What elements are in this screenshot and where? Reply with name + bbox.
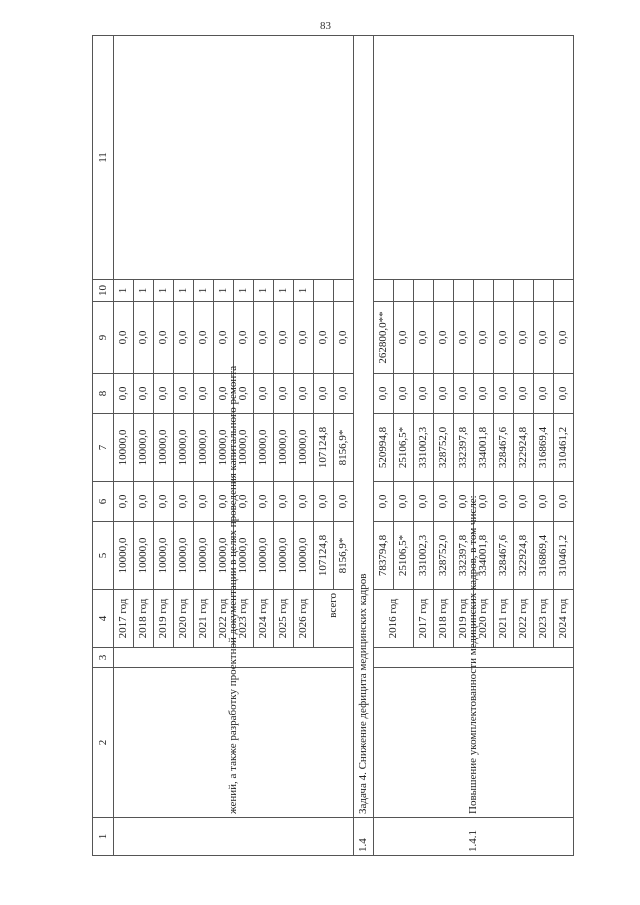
value-cell: 334001,8 <box>474 522 494 590</box>
total-value: 0,0 <box>334 482 354 522</box>
value-cell: 0,0 <box>114 302 134 374</box>
total-value: 8156,9* <box>334 414 354 482</box>
value-cell: 0,0 <box>534 302 554 374</box>
value-cell: 10000,0 <box>114 522 134 590</box>
value-cell: 0,0 <box>114 374 134 414</box>
value-cell <box>494 280 514 302</box>
task-title: Задача 4. Снижение дефицита медицинских кадров <box>354 36 374 818</box>
year-cell: 2018 год <box>434 590 454 648</box>
value-cell: 0,0 <box>214 302 234 374</box>
value-cell <box>474 280 494 302</box>
value-cell: 10000,0 <box>294 522 314 590</box>
value-cell: 25106,5* <box>394 522 414 590</box>
col-header: 2 <box>93 668 114 818</box>
value-cell: 10000,0 <box>234 522 254 590</box>
result-cell <box>114 36 354 280</box>
value-cell: 10000,0 <box>194 522 214 590</box>
year-cell: 2023 год <box>534 590 554 648</box>
value-cell: 328467,6 <box>494 414 514 482</box>
value-cell: 331002,3 <box>414 414 434 482</box>
value-cell: 1 <box>254 280 274 302</box>
value-cell: 1 <box>214 280 234 302</box>
value-cell: 0,0 <box>434 302 454 374</box>
value-cell: 328752,0 <box>434 522 454 590</box>
value-cell <box>414 280 434 302</box>
value-cell: 0,0 <box>254 374 274 414</box>
year-cell: 2021 год <box>194 590 214 648</box>
value-cell: 10000,0 <box>194 414 214 482</box>
col-header: 10 <box>93 280 114 302</box>
year-cell: 2020 год <box>474 590 494 648</box>
page-number: 83 <box>320 20 331 32</box>
total-value: 0,0 <box>314 302 334 374</box>
value-cell: 0,0 <box>474 482 494 522</box>
value-cell: 262800,0** <box>374 302 394 374</box>
year-cell: 2021 год <box>494 590 514 648</box>
value-cell: 0,0 <box>554 302 574 374</box>
value-cell: 0,0 <box>454 482 474 522</box>
col-header: 7 <box>93 414 114 482</box>
col-header: 1 <box>93 818 114 856</box>
value-cell: 1 <box>134 280 154 302</box>
value-cell: 1 <box>234 280 254 302</box>
measure-description: Повышение укомплектованности медицинских кадров, в том числе: <box>374 668 574 818</box>
value-cell: 0,0 <box>134 482 154 522</box>
code-cell: 1.4.1 <box>374 818 574 856</box>
year-cell: 2023 год <box>234 590 254 648</box>
col-header: 5 <box>93 522 114 590</box>
col-header: 11 <box>93 36 114 280</box>
value-cell: 0,0 <box>254 302 274 374</box>
table-body <box>93 36 574 856</box>
value-cell: 0,0 <box>174 302 194 374</box>
col-header: 8 <box>93 374 114 414</box>
value-cell: 0,0 <box>454 374 474 414</box>
value-cell: 0,0 <box>474 302 494 374</box>
value-cell: 10000,0 <box>134 522 154 590</box>
value-cell: 332397,8 <box>454 414 474 482</box>
value-cell: 0,0 <box>154 302 174 374</box>
value-cell: 10000,0 <box>154 414 174 482</box>
total-value: 0,0 <box>314 374 334 414</box>
header-row <box>93 36 114 856</box>
value-cell: 0,0 <box>434 482 454 522</box>
task-code: 1.4 <box>354 818 374 856</box>
value-cell: 1 <box>174 280 194 302</box>
value-cell: 1 <box>114 280 134 302</box>
value-cell: 10000,0 <box>154 522 174 590</box>
value-cell: 0,0 <box>454 302 474 374</box>
measure-description: жений, а также разработку проектной документации в целях проведения капитального ремонта <box>114 668 354 818</box>
value-cell: 0,0 <box>274 302 294 374</box>
value-cell: 0,0 <box>174 482 194 522</box>
value-cell: 316869,4 <box>534 522 554 590</box>
value-cell: 10000,0 <box>274 522 294 590</box>
value-cell: 0,0 <box>134 374 154 414</box>
col-header: 4 <box>93 590 114 648</box>
value-cell: 0,0 <box>554 482 574 522</box>
year-cell: 2026 год <box>294 590 314 648</box>
value-cell: 0,0 <box>474 374 494 414</box>
total-value: 107124,8 <box>314 522 334 590</box>
value-cell: 10000,0 <box>134 414 154 482</box>
value-cell <box>434 280 454 302</box>
value-cell: 0,0 <box>434 374 454 414</box>
value-cell: 0,0 <box>234 302 254 374</box>
value-cell: 316869,4 <box>534 414 554 482</box>
value-cell <box>534 280 554 302</box>
value-cell: 0,0 <box>154 374 174 414</box>
total-value: 0,0 <box>314 482 334 522</box>
col-header: 9 <box>93 302 114 374</box>
value-cell: 0,0 <box>154 482 174 522</box>
value-cell: 10000,0 <box>214 414 234 482</box>
value-cell: 10000,0 <box>214 522 234 590</box>
value-cell: 310461,2 <box>554 414 574 482</box>
program-table <box>92 35 574 856</box>
year-cell: 2025 год <box>274 590 294 648</box>
value-cell: 25106,5* <box>394 414 414 482</box>
value-cell: 0,0 <box>494 302 514 374</box>
total-value: 0,0 <box>334 302 354 374</box>
year-cell: 2018 год <box>134 590 154 648</box>
value-cell: 0,0 <box>494 374 514 414</box>
value-cell: 0,0 <box>294 374 314 414</box>
value-cell: 10000,0 <box>254 414 274 482</box>
value-cell: 0,0 <box>174 374 194 414</box>
value-cell: 0,0 <box>414 302 434 374</box>
value-cell: 0,0 <box>194 374 214 414</box>
value-cell: 520994,8 <box>374 414 394 482</box>
total-value: 8156,9* <box>334 522 354 590</box>
rotated-page <box>92 36 612 856</box>
value-cell: 0,0 <box>394 374 414 414</box>
year-cell: 2020 год <box>174 590 194 648</box>
value-cell: 322924,8 <box>514 522 534 590</box>
value-cell: 0,0 <box>514 302 534 374</box>
year-cell: 2017 год <box>114 590 134 648</box>
value-cell: 0,0 <box>254 482 274 522</box>
value-cell: 328467,6 <box>494 522 514 590</box>
value-cell: 1 <box>294 280 314 302</box>
year-cell: 2022 год <box>214 590 234 648</box>
value-cell <box>314 280 334 302</box>
value-cell: 0,0 <box>274 374 294 414</box>
value-cell: 10000,0 <box>234 414 254 482</box>
value-cell: 10000,0 <box>114 414 134 482</box>
value-cell: 0,0 <box>294 482 314 522</box>
value-cell: 10000,0 <box>174 414 194 482</box>
task-row <box>354 36 374 856</box>
value-cell <box>554 280 574 302</box>
value-cell <box>394 280 414 302</box>
result-cell <box>374 36 574 280</box>
value-cell: 1 <box>154 280 174 302</box>
value-cell: 10000,0 <box>294 414 314 482</box>
value-cell: 0,0 <box>414 374 434 414</box>
value-cell: 10000,0 <box>174 522 194 590</box>
year-cell: 2024 год <box>554 590 574 648</box>
value-cell <box>514 280 534 302</box>
total-label: всего <box>314 590 354 648</box>
value-cell: 0,0 <box>294 302 314 374</box>
value-cell: 0,0 <box>414 482 434 522</box>
total-value: 107124,8 <box>314 414 334 482</box>
value-cell: 0,0 <box>234 482 254 522</box>
value-cell: 310461,2 <box>554 522 574 590</box>
year-cell: 2019 год <box>154 590 174 648</box>
value-cell: 783794,8 <box>374 522 394 590</box>
table-row <box>374 36 394 856</box>
value-cell: 0,0 <box>374 482 394 522</box>
value-cell: 0,0 <box>274 482 294 522</box>
value-cell: 0,0 <box>214 374 234 414</box>
value-cell: 0,0 <box>234 374 254 414</box>
value-cell: 0,0 <box>374 374 394 414</box>
total-value: 0,0 <box>334 374 354 414</box>
year-cell: 2022 год <box>514 590 534 648</box>
value-cell: 0,0 <box>494 482 514 522</box>
value-cell: 0,0 <box>514 374 534 414</box>
value-cell: 322924,8 <box>514 414 534 482</box>
year-cell: 2019 год <box>454 590 474 648</box>
value-cell: 334001,8 <box>474 414 494 482</box>
value-cell: 0,0 <box>534 482 554 522</box>
value-cell <box>454 280 474 302</box>
value-cell: 0,0 <box>214 482 234 522</box>
value-cell: 0,0 <box>554 374 574 414</box>
year-cell: 2024 год <box>254 590 274 648</box>
value-cell: 0,0 <box>514 482 534 522</box>
year-cell: 2017 год <box>414 590 434 648</box>
value-cell: 0,0 <box>194 482 214 522</box>
value-cell: 328752,0 <box>434 414 454 482</box>
value-cell: 331002,3 <box>414 522 434 590</box>
value-cell: 10000,0 <box>274 414 294 482</box>
value-cell: 0,0 <box>394 302 414 374</box>
year-cell: 2016 год <box>374 590 414 648</box>
col-header: 6 <box>93 482 114 522</box>
value-cell: 0,0 <box>114 482 134 522</box>
code-cell <box>114 818 354 856</box>
rotated-content <box>92 36 612 856</box>
value-cell: 0,0 <box>194 302 214 374</box>
value-cell: 0,0 <box>394 482 414 522</box>
value-cell <box>334 280 354 302</box>
value-cell: 0,0 <box>534 374 554 414</box>
value-cell <box>374 280 394 302</box>
value-cell: 1 <box>274 280 294 302</box>
value-cell: 0,0 <box>134 302 154 374</box>
value-cell: 1 <box>194 280 214 302</box>
col-header: 3 <box>93 648 114 668</box>
table-row <box>114 36 134 856</box>
value-cell: 10000,0 <box>254 522 274 590</box>
value-cell: 332397,8 <box>454 522 474 590</box>
